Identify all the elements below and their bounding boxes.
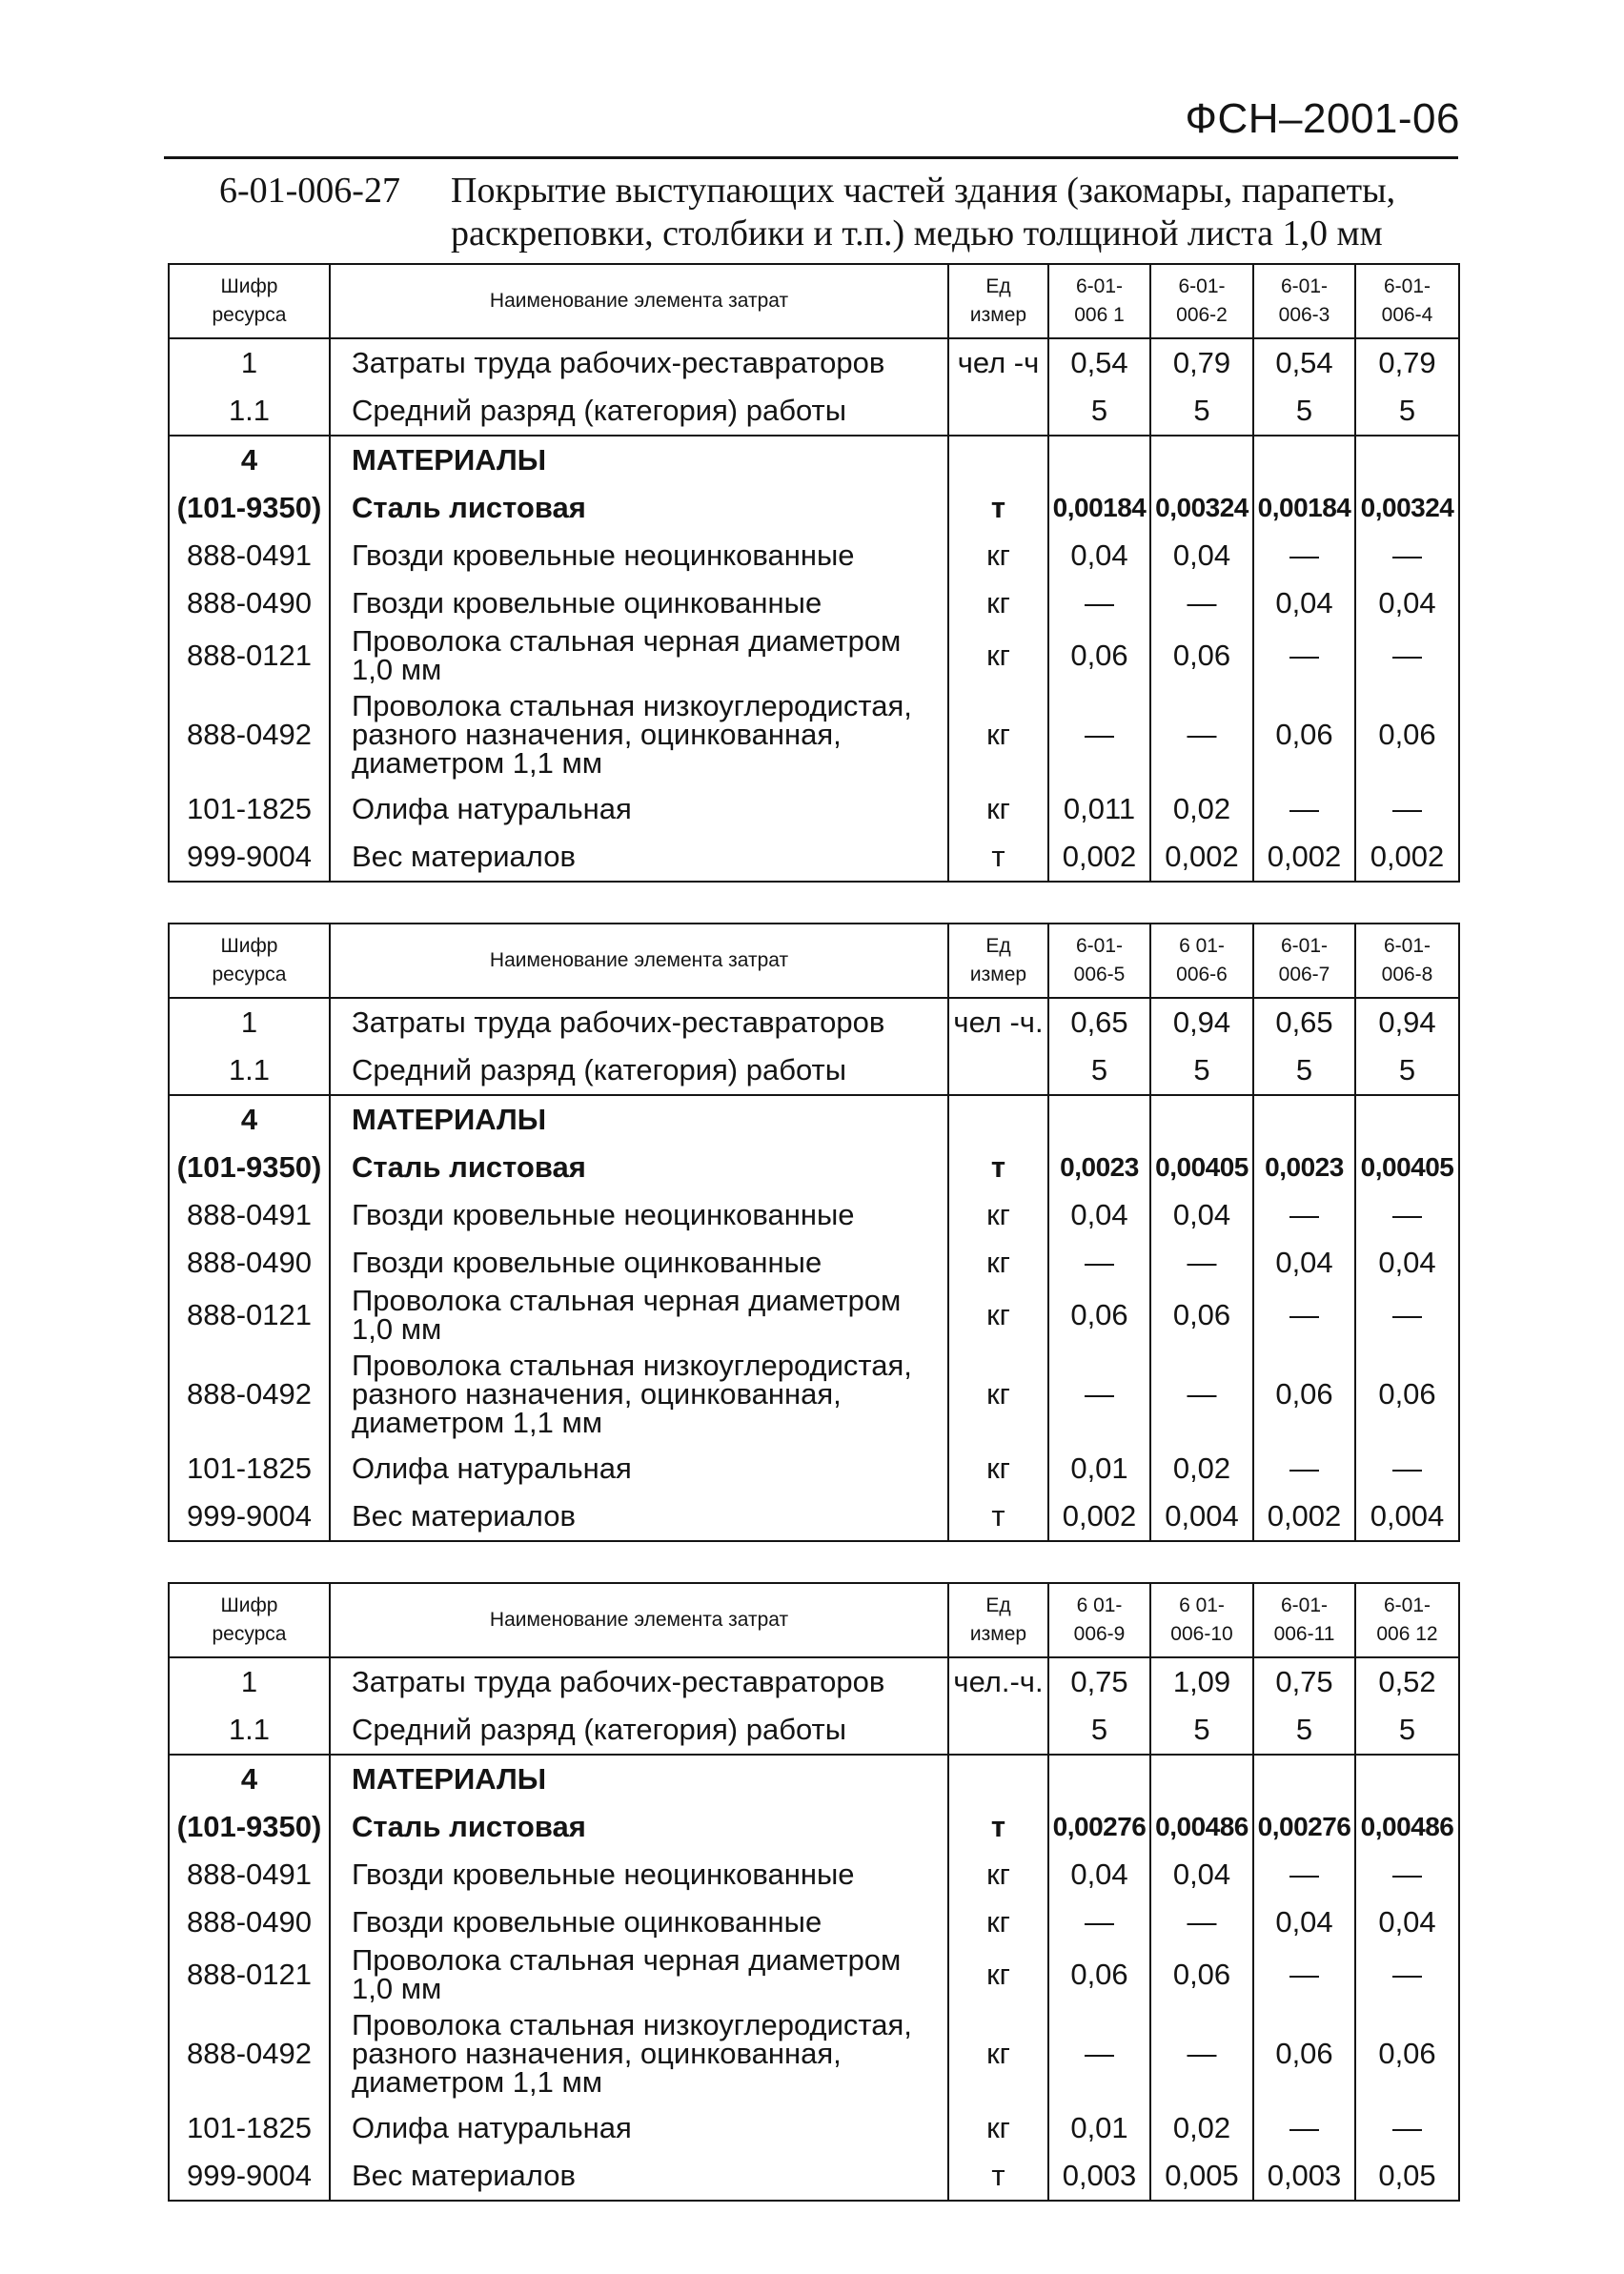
value-col-4: 0,06 bbox=[1355, 684, 1459, 785]
cost-element-name: Сталь листовая bbox=[330, 1144, 948, 1191]
resource-code: 101-1825 bbox=[169, 1445, 330, 1492]
value-col-4: 0,79 bbox=[1355, 338, 1459, 387]
value-col-2 bbox=[1150, 1095, 1253, 1144]
value-col-1: 0,002 bbox=[1048, 833, 1150, 882]
unit: кг bbox=[948, 627, 1048, 684]
value-col-1: 0,00276 bbox=[1048, 1803, 1150, 1851]
unit: т bbox=[948, 484, 1048, 532]
cost-element-name: Затраты труда рабочих-реставраторов bbox=[330, 1657, 948, 1706]
value-col-4: 0,04 bbox=[1355, 579, 1459, 627]
value-col-2: 0,004 bbox=[1150, 1492, 1253, 1541]
cost-element-name: Средний разряд (категория) работы bbox=[330, 1706, 948, 1755]
table-header-row bbox=[169, 264, 1459, 338]
resource-code: 4 bbox=[169, 1755, 330, 1803]
value-col-1: 0,003 bbox=[1048, 2152, 1150, 2201]
value-col-1: 0,04 bbox=[1048, 532, 1150, 579]
value-col-1: — bbox=[1048, 1344, 1150, 1445]
value-col-2: 0,04 bbox=[1150, 1851, 1253, 1898]
table-row bbox=[169, 833, 1459, 882]
value-col-1: — bbox=[1048, 1239, 1150, 1287]
resource-code: 101-1825 bbox=[169, 2104, 330, 2152]
value-col-2: — bbox=[1150, 2003, 1253, 2104]
value-col-3: 0,003 bbox=[1253, 2152, 1355, 2201]
value-col-1: 5 bbox=[1048, 1046, 1150, 1095]
unit: чел.-ч. bbox=[948, 1657, 1048, 1706]
unit: т bbox=[948, 2152, 1048, 2201]
value-col-4 bbox=[1355, 436, 1459, 484]
cost-element-name: Средний разряд (категория) работы bbox=[330, 1046, 948, 1095]
unit: кг bbox=[948, 2003, 1048, 2104]
value-col-3: — bbox=[1253, 532, 1355, 579]
cost-element-name: Гвозди кровельные оцинкованные bbox=[330, 1239, 948, 1287]
value-col-1: 5 bbox=[1048, 387, 1150, 436]
cost-element-name: Сталь листовая bbox=[330, 484, 948, 532]
value-col-2: 5 bbox=[1150, 1046, 1253, 1095]
header-col-4: 6-01-006-8 bbox=[1355, 924, 1459, 998]
header-col-4: 6-01-006 12 bbox=[1355, 1583, 1459, 1657]
resource-code: 888-0121 bbox=[169, 627, 330, 684]
table-row bbox=[169, 1095, 1459, 1144]
table-row bbox=[169, 532, 1459, 579]
document-code: ФСН–2001-06 bbox=[1185, 95, 1460, 142]
unit: кг bbox=[948, 785, 1048, 833]
resource-code: 999-9004 bbox=[169, 1492, 330, 1541]
value-col-2: 0,005 bbox=[1150, 2152, 1253, 2201]
value-col-1: 0,75 bbox=[1048, 1657, 1150, 1706]
value-col-4: 0,004 bbox=[1355, 1492, 1459, 1541]
value-col-1: 0,54 bbox=[1048, 338, 1150, 387]
table-row bbox=[169, 1492, 1459, 1541]
value-col-4: 0,06 bbox=[1355, 1344, 1459, 1445]
value-col-4: 5 bbox=[1355, 1706, 1459, 1755]
cost-element-name: Вес материалов bbox=[330, 2152, 948, 2201]
value-col-1: — bbox=[1048, 684, 1150, 785]
value-col-2: 0,04 bbox=[1150, 532, 1253, 579]
value-col-1: — bbox=[1048, 2003, 1150, 2104]
value-col-3: 0,002 bbox=[1253, 1492, 1355, 1541]
value-col-2: 1,09 bbox=[1150, 1657, 1253, 1706]
unit: кг bbox=[948, 2104, 1048, 2152]
resource-code: 888-0492 bbox=[169, 684, 330, 785]
value-col-1: 0,06 bbox=[1048, 1946, 1150, 2003]
value-col-2: — bbox=[1150, 1898, 1253, 1946]
value-col-2 bbox=[1150, 436, 1253, 484]
value-col-2: 0,02 bbox=[1150, 785, 1253, 833]
header-resource-code: Шифр ресурса bbox=[169, 1583, 330, 1657]
value-col-1 bbox=[1048, 1755, 1150, 1803]
value-col-4: 0,04 bbox=[1355, 1898, 1459, 1946]
header-col-2: 6-01-006-2 bbox=[1150, 264, 1253, 338]
resource-code: 4 bbox=[169, 1095, 330, 1144]
table-row bbox=[169, 1706, 1459, 1755]
table-row bbox=[169, 579, 1459, 627]
value-col-3 bbox=[1253, 1755, 1355, 1803]
table-row bbox=[169, 338, 1459, 387]
value-col-3: 5 bbox=[1253, 1706, 1355, 1755]
resource-code: 888-0492 bbox=[169, 1344, 330, 1445]
unit: чел -ч. bbox=[948, 998, 1048, 1046]
value-col-4: — bbox=[1355, 532, 1459, 579]
value-col-3: 0,04 bbox=[1253, 1898, 1355, 1946]
value-col-3: 0,04 bbox=[1253, 1239, 1355, 1287]
value-col-3: 0,002 bbox=[1253, 833, 1355, 882]
value-col-2: 0,00324 bbox=[1150, 484, 1253, 532]
value-col-2: 0,06 bbox=[1150, 1287, 1253, 1344]
resource-code: 888-0491 bbox=[169, 1191, 330, 1239]
unit: кг bbox=[948, 579, 1048, 627]
resource-code: 1.1 bbox=[169, 387, 330, 436]
header-col-2: 6 01-006-6 bbox=[1150, 924, 1253, 998]
value-col-4: 0,002 bbox=[1355, 833, 1459, 882]
value-col-3: — bbox=[1253, 1287, 1355, 1344]
value-col-4: 0,00486 bbox=[1355, 1803, 1459, 1851]
header-col-3: 6-01-006-11 bbox=[1253, 1583, 1355, 1657]
value-col-4 bbox=[1355, 1095, 1459, 1144]
cost-element-name: МАТЕРИАЛЫ bbox=[330, 436, 948, 484]
unit bbox=[948, 387, 1048, 436]
value-col-3: — bbox=[1253, 1445, 1355, 1492]
section-number: 6-01-006-27 bbox=[219, 171, 400, 211]
value-col-4: — bbox=[1355, 1445, 1459, 1492]
value-col-1: 0,04 bbox=[1048, 1191, 1150, 1239]
value-col-4 bbox=[1355, 1755, 1459, 1803]
value-col-2: 0,79 bbox=[1150, 338, 1253, 387]
unit: чел -ч bbox=[948, 338, 1048, 387]
resource-code: 101-1825 bbox=[169, 785, 330, 833]
table-row bbox=[169, 1755, 1459, 1803]
resource-code: 999-9004 bbox=[169, 833, 330, 882]
value-col-4: 0,52 bbox=[1355, 1657, 1459, 1706]
table-row bbox=[169, 785, 1459, 833]
value-col-3: 0,75 bbox=[1253, 1657, 1355, 1706]
value-col-4: — bbox=[1355, 627, 1459, 684]
value-col-1 bbox=[1048, 436, 1150, 484]
value-col-3: 0,65 bbox=[1253, 998, 1355, 1046]
resource-code: 1.1 bbox=[169, 1046, 330, 1095]
unit: кг bbox=[948, 1239, 1048, 1287]
unit: кг bbox=[948, 1191, 1048, 1239]
value-col-3: 0,00184 bbox=[1253, 484, 1355, 532]
resource-code: 1 bbox=[169, 998, 330, 1046]
header-col-4: 6-01-006-4 bbox=[1355, 264, 1459, 338]
value-col-3: 0,04 bbox=[1253, 579, 1355, 627]
header-resource-code: Шифр ресурса bbox=[169, 924, 330, 998]
cost-element-name: Гвозди кровельные неоцинкованные bbox=[330, 1191, 948, 1239]
value-col-3: — bbox=[1253, 627, 1355, 684]
value-col-2: 0,06 bbox=[1150, 627, 1253, 684]
header-col-1: 6-01-006-5 bbox=[1048, 924, 1150, 998]
section-title: Покрытие выступающих частей здания (закомары, парапеты, раскреповки, столбики и т.п.) медью толщиной листа 1,0 мм bbox=[451, 171, 1396, 254]
cost-element-name: Сталь листовая bbox=[330, 1803, 948, 1851]
table-row bbox=[169, 1344, 1459, 1445]
cost-element-name: Проволока стальная низкоуглеродистая, разного назначения, оцинкованная, диаметром 1,1 мм bbox=[330, 1344, 948, 1445]
resource-code: (101-9350) bbox=[169, 484, 330, 532]
value-col-1: 0,04 bbox=[1048, 1851, 1150, 1898]
cost-element-name: Средний разряд (категория) работы bbox=[330, 387, 948, 436]
value-col-4: 0,05 bbox=[1355, 2152, 1459, 2201]
unit bbox=[948, 1046, 1048, 1095]
unit: кг bbox=[948, 1851, 1048, 1898]
unit: т bbox=[948, 1492, 1048, 1541]
table-row bbox=[169, 998, 1459, 1046]
table-row bbox=[169, 2104, 1459, 2152]
resource-code: 999-9004 bbox=[169, 2152, 330, 2201]
norm-table-3 bbox=[168, 1582, 1460, 2202]
cost-element-name: Затраты труда рабочих-реставраторов bbox=[330, 338, 948, 387]
value-col-4: 0,04 bbox=[1355, 1239, 1459, 1287]
cost-element-name: Вес материалов bbox=[330, 833, 948, 882]
value-col-4: 0,06 bbox=[1355, 2003, 1459, 2104]
value-col-2: 0,02 bbox=[1150, 1445, 1253, 1492]
value-col-2: 0,04 bbox=[1150, 1191, 1253, 1239]
cost-element-name: Проволока стальная низкоуглеродистая, разного назначения, оцинкованная, диаметром 1,1 мм bbox=[330, 684, 948, 785]
value-col-3: — bbox=[1253, 2104, 1355, 2152]
resource-code: 1.1 bbox=[169, 1706, 330, 1755]
cost-element-name: Гвозди кровельные неоцинкованные bbox=[330, 532, 948, 579]
cost-element-name: Вес материалов bbox=[330, 1492, 948, 1541]
value-col-1: 0,011 bbox=[1048, 785, 1150, 833]
value-col-1: 0,01 bbox=[1048, 2104, 1150, 2152]
value-col-3: 0,06 bbox=[1253, 684, 1355, 785]
header-col-3: 6-01-006-7 bbox=[1253, 924, 1355, 998]
value-col-4: — bbox=[1355, 1191, 1459, 1239]
header-col-1: 6-01-006 1 bbox=[1048, 264, 1150, 338]
value-col-2: 0,06 bbox=[1150, 1946, 1253, 2003]
unit: кг bbox=[948, 1898, 1048, 1946]
value-col-2: 0,94 bbox=[1150, 998, 1253, 1046]
value-col-1: 0,0023 bbox=[1048, 1144, 1150, 1191]
value-col-3 bbox=[1253, 1095, 1355, 1144]
cost-element-name: МАТЕРИАЛЫ bbox=[330, 1755, 948, 1803]
unit: кг bbox=[948, 684, 1048, 785]
table-row bbox=[169, 1851, 1459, 1898]
header-col-2: 6 01-006-10 bbox=[1150, 1583, 1253, 1657]
resource-code: 888-0490 bbox=[169, 1898, 330, 1946]
header-col-3: 6-01-006-3 bbox=[1253, 264, 1355, 338]
value-col-3: 5 bbox=[1253, 1046, 1355, 1095]
table-row bbox=[169, 1803, 1459, 1851]
resource-code: 888-0490 bbox=[169, 1239, 330, 1287]
table-header-row bbox=[169, 1583, 1459, 1657]
resource-code: 4 bbox=[169, 436, 330, 484]
table-row bbox=[169, 1144, 1459, 1191]
resource-code: (101-9350) bbox=[169, 1144, 330, 1191]
table-row bbox=[169, 1657, 1459, 1706]
value-col-2: 5 bbox=[1150, 387, 1253, 436]
table-row bbox=[169, 1898, 1459, 1946]
value-col-3: — bbox=[1253, 1946, 1355, 2003]
cost-element-name: Проволока стальная черная диаметром 1,0 мм bbox=[330, 627, 948, 684]
unit bbox=[948, 1095, 1048, 1144]
value-col-4: 0,00324 bbox=[1355, 484, 1459, 532]
resource-code: 1 bbox=[169, 338, 330, 387]
header-col-1: 6 01-006-9 bbox=[1048, 1583, 1150, 1657]
value-col-4: — bbox=[1355, 1946, 1459, 2003]
value-col-4: 0,00405 bbox=[1355, 1144, 1459, 1191]
value-col-3: 0,00276 bbox=[1253, 1803, 1355, 1851]
table-row bbox=[169, 436, 1459, 484]
unit: кг bbox=[948, 1445, 1048, 1492]
cost-element-name: Гвозди кровельные неоцинкованные bbox=[330, 1851, 948, 1898]
value-col-4: — bbox=[1355, 785, 1459, 833]
header-cost-element: Наименование элемента затрат bbox=[330, 924, 948, 998]
value-col-3: — bbox=[1253, 1191, 1355, 1239]
value-col-3: 0,54 bbox=[1253, 338, 1355, 387]
header-resource-code: Шифр ресурса bbox=[169, 264, 330, 338]
value-col-1: 5 bbox=[1048, 1706, 1150, 1755]
unit: кг bbox=[948, 532, 1048, 579]
resource-code: (101-9350) bbox=[169, 1803, 330, 1851]
value-col-1: 0,06 bbox=[1048, 627, 1150, 684]
cost-element-name: Олифа натуральная bbox=[330, 1445, 948, 1492]
norm-table-2 bbox=[168, 923, 1460, 1542]
unit bbox=[948, 1755, 1048, 1803]
value-col-4: 0,94 bbox=[1355, 998, 1459, 1046]
cost-element-name: Олифа натуральная bbox=[330, 2104, 948, 2152]
table-row bbox=[169, 627, 1459, 684]
cost-element-name: МАТЕРИАЛЫ bbox=[330, 1095, 948, 1144]
value-col-2: 0,002 bbox=[1150, 833, 1253, 882]
value-col-3 bbox=[1253, 436, 1355, 484]
cost-element-name: Гвозди кровельные оцинкованные bbox=[330, 1898, 948, 1946]
norm-table-1 bbox=[168, 263, 1460, 883]
value-col-2: — bbox=[1150, 1344, 1253, 1445]
value-col-3: — bbox=[1253, 785, 1355, 833]
header-cost-element: Наименование элемента затрат bbox=[330, 264, 948, 338]
table-row bbox=[169, 1239, 1459, 1287]
value-col-1: 0,65 bbox=[1048, 998, 1150, 1046]
header-rule bbox=[164, 156, 1458, 159]
value-col-1 bbox=[1048, 1095, 1150, 1144]
unit: т bbox=[948, 833, 1048, 882]
value-col-2: — bbox=[1150, 684, 1253, 785]
cost-element-name: Затраты труда рабочих-реставраторов bbox=[330, 998, 948, 1046]
resource-code: 888-0491 bbox=[169, 1851, 330, 1898]
unit: т bbox=[948, 1144, 1048, 1191]
value-col-3: 5 bbox=[1253, 387, 1355, 436]
value-col-1: — bbox=[1048, 579, 1150, 627]
value-col-2: 5 bbox=[1150, 1706, 1253, 1755]
value-col-4: — bbox=[1355, 1851, 1459, 1898]
unit: кг bbox=[948, 1287, 1048, 1344]
value-col-3: — bbox=[1253, 1851, 1355, 1898]
cost-element-name: Олифа натуральная bbox=[330, 785, 948, 833]
table-row bbox=[169, 1287, 1459, 1344]
cost-element-name: Гвозди кровельные оцинкованные bbox=[330, 579, 948, 627]
value-col-2: — bbox=[1150, 579, 1253, 627]
table-row bbox=[169, 1946, 1459, 2003]
header-unit: Ед измер bbox=[948, 264, 1048, 338]
value-col-2: — bbox=[1150, 1239, 1253, 1287]
header-unit: Ед измер bbox=[948, 924, 1048, 998]
header-unit: Ед измер bbox=[948, 1583, 1048, 1657]
table-row bbox=[169, 387, 1459, 436]
resource-code: 888-0121 bbox=[169, 1287, 330, 1344]
cost-element-name: Проволока стальная низкоуглеродистая, разного назначения, оцинкованная, диаметром 1,1 мм bbox=[330, 2003, 948, 2104]
value-col-4: 5 bbox=[1355, 1046, 1459, 1095]
value-col-4: — bbox=[1355, 1287, 1459, 1344]
value-col-2: 0,00486 bbox=[1150, 1803, 1253, 1851]
unit bbox=[948, 1706, 1048, 1755]
resource-code: 888-0492 bbox=[169, 2003, 330, 2104]
value-col-1: — bbox=[1048, 1898, 1150, 1946]
unit bbox=[948, 436, 1048, 484]
value-col-4: — bbox=[1355, 2104, 1459, 2152]
cost-element-name: Проволока стальная черная диаметром 1,0 мм bbox=[330, 1287, 948, 1344]
cost-element-name: Проволока стальная черная диаметром 1,0 мм bbox=[330, 1946, 948, 2003]
resource-code: 1 bbox=[169, 1657, 330, 1706]
table-row bbox=[169, 1191, 1459, 1239]
value-col-1: 0,06 bbox=[1048, 1287, 1150, 1344]
value-col-2: 0,02 bbox=[1150, 2104, 1253, 2152]
value-col-2 bbox=[1150, 1755, 1253, 1803]
value-col-3: 0,06 bbox=[1253, 1344, 1355, 1445]
table-row bbox=[169, 484, 1459, 532]
header-cost-element: Наименование элемента затрат bbox=[330, 1583, 948, 1657]
table-row bbox=[169, 1445, 1459, 1492]
resource-code: 888-0121 bbox=[169, 1946, 330, 2003]
value-col-1: 0,01 bbox=[1048, 1445, 1150, 1492]
value-col-3: 0,0023 bbox=[1253, 1144, 1355, 1191]
resource-code: 888-0490 bbox=[169, 579, 330, 627]
value-col-3: 0,06 bbox=[1253, 2003, 1355, 2104]
value-col-4: 5 bbox=[1355, 387, 1459, 436]
unit: т bbox=[948, 1803, 1048, 1851]
value-col-2: 0,00405 bbox=[1150, 1144, 1253, 1191]
value-col-1: 0,00184 bbox=[1048, 484, 1150, 532]
table-row bbox=[169, 1046, 1459, 1095]
table-row bbox=[169, 2152, 1459, 2201]
unit: кг bbox=[948, 1946, 1048, 2003]
resource-code: 888-0491 bbox=[169, 532, 330, 579]
table-header-row bbox=[169, 924, 1459, 998]
table-row bbox=[169, 2003, 1459, 2104]
unit: кг bbox=[948, 1344, 1048, 1445]
table-row bbox=[169, 684, 1459, 785]
value-col-1: 0,002 bbox=[1048, 1492, 1150, 1541]
